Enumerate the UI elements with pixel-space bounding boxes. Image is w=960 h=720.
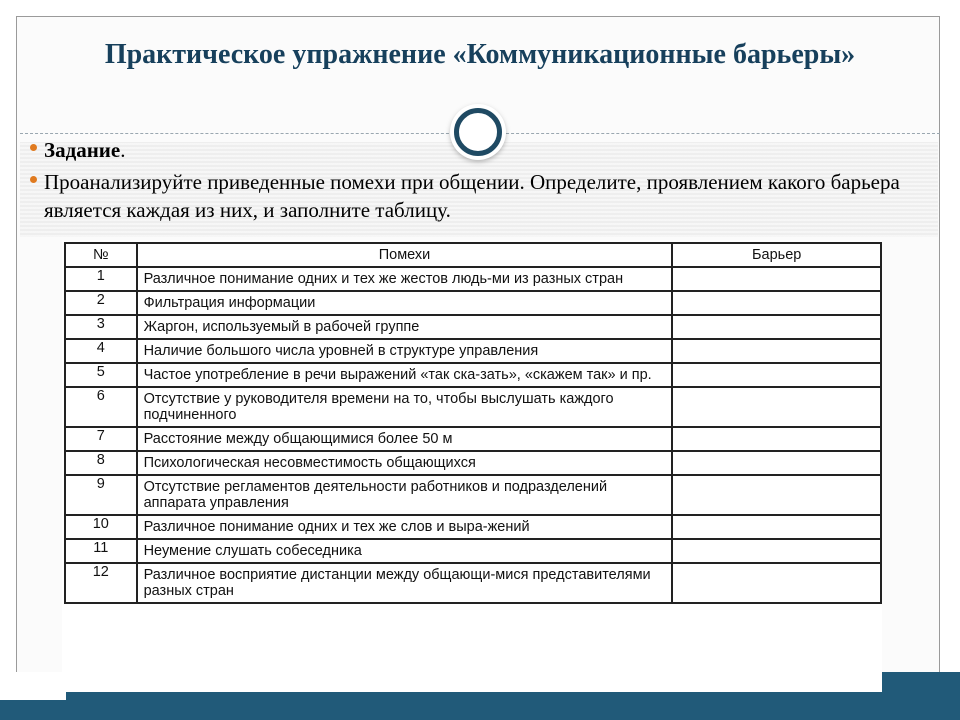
table-row <box>65 267 881 291</box>
barriers-table-container <box>62 240 882 692</box>
table-row <box>65 427 881 451</box>
row-number: 7 <box>65 427 137 451</box>
table-header-row <box>65 243 881 267</box>
row-interference: Жаргон, используемый в рабочей группе <box>137 315 673 339</box>
row-barrier-cell[interactable] <box>672 515 881 539</box>
row-number: 9 <box>65 475 137 515</box>
row-number: 1 <box>65 267 137 291</box>
table-row <box>65 451 881 475</box>
row-barrier-cell[interactable] <box>672 563 881 603</box>
row-barrier-cell[interactable] <box>672 291 881 315</box>
table-row <box>65 339 881 363</box>
table-row <box>65 315 881 339</box>
row-number: 8 <box>65 451 137 475</box>
table-row <box>65 475 881 515</box>
row-interference: Частое употребление в речи выражений «так ска-зать», «скажем так» и пр. <box>137 363 673 387</box>
row-number: 2 <box>65 291 137 315</box>
row-barrier-cell[interactable] <box>672 427 881 451</box>
table-row <box>65 291 881 315</box>
bullet-dot-icon <box>30 144 37 151</box>
task-label: Задание <box>44 138 121 162</box>
row-interference: Отсутствие регламентов деятельности работников и подразделений аппарата управления <box>137 475 673 515</box>
slide-title: Практическое упражнение «Коммуникационные барьеры» <box>104 39 856 70</box>
row-interference: Фильтрация информации <box>137 291 673 315</box>
row-interference: Различное понимание одних и тех же жестов людь-ми из разных стран <box>137 267 673 291</box>
row-barrier-cell[interactable] <box>672 267 881 291</box>
row-interference: Расстояние между общающимися более 50 м <box>137 427 673 451</box>
row-number: 3 <box>65 315 137 339</box>
row-barrier-cell[interactable] <box>672 363 881 387</box>
bullet-task <box>30 136 910 164</box>
bullet-instruction <box>30 168 910 224</box>
row-interference: Различное восприятие дистанции между общающи-мися представителями разных стран <box>137 563 673 603</box>
row-number: 4 <box>65 339 137 363</box>
row-barrier-cell[interactable] <box>672 475 881 515</box>
instruction-text: Проанализируйте приведенные помехи при общении. Определите, проявлением какого барьера является каждая из них, и заполните таблицу. <box>44 170 900 222</box>
row-number: 12 <box>65 563 137 603</box>
row-number: 5 <box>65 363 137 387</box>
header-interference: Помехи <box>137 243 673 267</box>
row-number: 11 <box>65 539 137 563</box>
row-interference: Наличие большого числа уровней в структуре управления <box>137 339 673 363</box>
table-row <box>65 563 881 603</box>
row-number: 6 <box>65 387 137 427</box>
barriers-table <box>64 242 882 604</box>
row-barrier-cell[interactable] <box>672 315 881 339</box>
bullet-dot-icon <box>30 176 37 183</box>
row-barrier-cell[interactable] <box>672 539 881 563</box>
row-barrier-cell[interactable] <box>672 387 881 427</box>
row-interference: Психологическая несовместимость общающихся <box>137 451 673 475</box>
header-number: № <box>65 243 137 267</box>
row-interference: Неумение слушать собеседника <box>137 539 673 563</box>
table-row <box>65 363 881 387</box>
bullet-list <box>30 136 910 228</box>
task-label-rest: . <box>120 138 126 162</box>
table-row <box>65 539 881 563</box>
bottom-band-notch <box>0 672 66 700</box>
table-row <box>65 515 881 539</box>
header-barrier: Барьер <box>672 243 881 267</box>
row-barrier-cell[interactable] <box>672 339 881 363</box>
row-barrier-cell[interactable] <box>672 451 881 475</box>
row-interference: Отсутствие у руководителя времени на то, чтобы выслушать каждого подчиненного <box>137 387 673 427</box>
row-interference: Различное понимание одних и тех же слов и выра-жений <box>137 515 673 539</box>
row-number: 10 <box>65 515 137 539</box>
table-row <box>65 387 881 427</box>
